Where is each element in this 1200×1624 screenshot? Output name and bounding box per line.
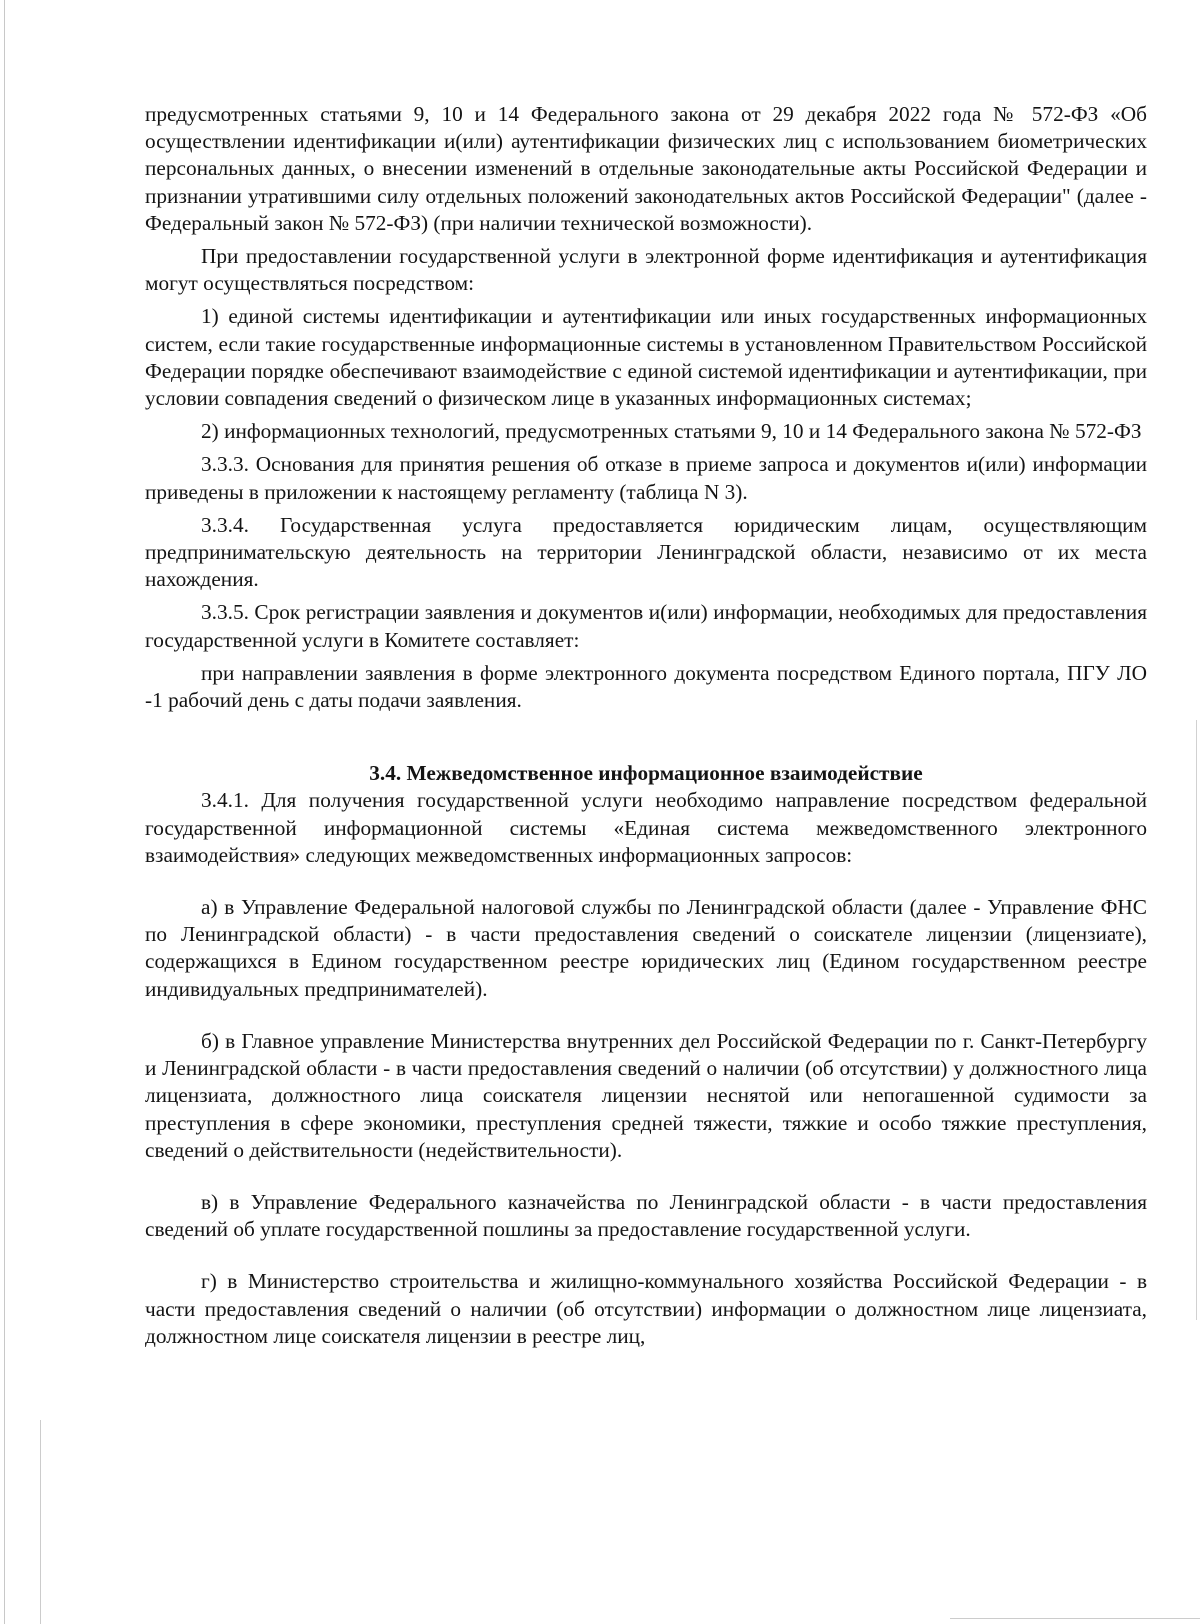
scan-artifact-left-edge	[4, 0, 5, 1624]
paragraph-identification: При предоставлении государственной услуги в электронной форме идентификация и аутентификация могут осуществляться посредством:	[145, 244, 1147, 296]
scan-artifact-right-edge	[1196, 720, 1197, 1320]
scan-artifact-bottom-edge	[950, 1618, 1200, 1619]
document-body	[145, 101, 1147, 1350]
list-item-b: б) в Главное управление Министерства внутренних дел Российской Федерации по г. Санкт-Петербургу и Ленинградской области - в части предоставления сведений о наличии (об отсутствии) у должностного лица лицензиата, должностного лица соискателя лицензии неснятой или непогашенной судимости за преступления в сфере экономики, преступления средней тяжести, тяжкие и особо тяжкие преступления, сведений о действительности (недействительности).	[145, 1028, 1147, 1162]
section-heading-3-4: 3.4. Межведомственное информационное взаимодействие	[369, 761, 923, 786]
paragraph-continuation: предусмотренных статьями 9, 10 и 14 Федерального закона от 29 декабря 2022 года № 572-ФЗ «Об осуществлении идентификации и(или) аутентификации физических лиц с использованием биометрических персональных данных, о внесении изменений в отдельные законодательные акты Российской Федерации и признании утратившими силу отдельных положений законодательных актов Российской Федерации" (далее - Федеральный закон № 572-ФЗ) (при наличии технической возможности).	[145, 102, 1147, 235]
list-item-v: в) в Управление Федерального казначейства по Ленинградской области - в части предоставления сведений об уплате государственной пошлины за предоставление государственной услуги.	[145, 1189, 1147, 1242]
list-item-1: 1) единой системы идентификации и аутентификации или иных государственных информационных систем, если такие государственные информационные системы в установленном Правительством Российской Федерации порядке обеспечивают взаимодействие с единой системой идентификации и аутентификации, при условии совпадения сведений о физическом лице в указанных информационных системах;	[145, 304, 1147, 411]
list-item-2: 2) информационных технологий, предусмотренных статьями 9, 10 и 14 Федерального закона № 572-ФЗ	[201, 419, 1142, 444]
scan-artifact-left-lower	[40, 1420, 41, 1624]
paragraph-3-3-5: 3.3.5. Срок регистрации заявления и документов и(или) информации, необходимых для предоставления государственной услуги в Комитете составляет:	[145, 600, 1147, 652]
paragraph-3-3-3: 3.3.3. Основания для принятия решения об отказе в приеме запроса и документов и(или) информации приведены в приложении к настоящему регламенту (таблица N 3).	[145, 452, 1147, 504]
list-item-a: а) в Управление Федеральной налоговой службы по Ленинградской области (далее - Управление ФНС по Ленинградской области) - в части предоставления сведений о соискателе лицензии (лицензиате), содержащихся в Едином государственном реестре юридических лиц (Едином государственном реестре индивидуальных предпринимателей).	[145, 895, 1147, 1001]
list-item-g: г) в Министерство строительства и жилищно-коммунального хозяйства Российской Федерации - в части предоставления сведений о наличии (об отсутствии) информации о должностном лице лицензиата, должностном лице соискателя лицензии в реестре лиц,	[145, 1269, 1147, 1348]
paragraph-registration-term: при направлении заявления в форме электронного документа посредством Единого портала, ПГУ ЛО -1 рабочий день с даты подачи заявления.	[145, 660, 1147, 713]
paragraph-3-3-4: 3.3.4. Государственная услуга предоставляется юридическим лицам, осуществляющим предпринимательскую деятельность на территории Ленинградской области, независимо от их места нахождения.	[145, 512, 1147, 592]
paragraph-3-4-1: 3.4.1. Для получения государственной услуги необходимо направление посредством федеральной государственной информационной системы «Единая система межведомственного электронного взаимодействия» следующих межведомственных информационных запросов:	[145, 788, 1147, 867]
